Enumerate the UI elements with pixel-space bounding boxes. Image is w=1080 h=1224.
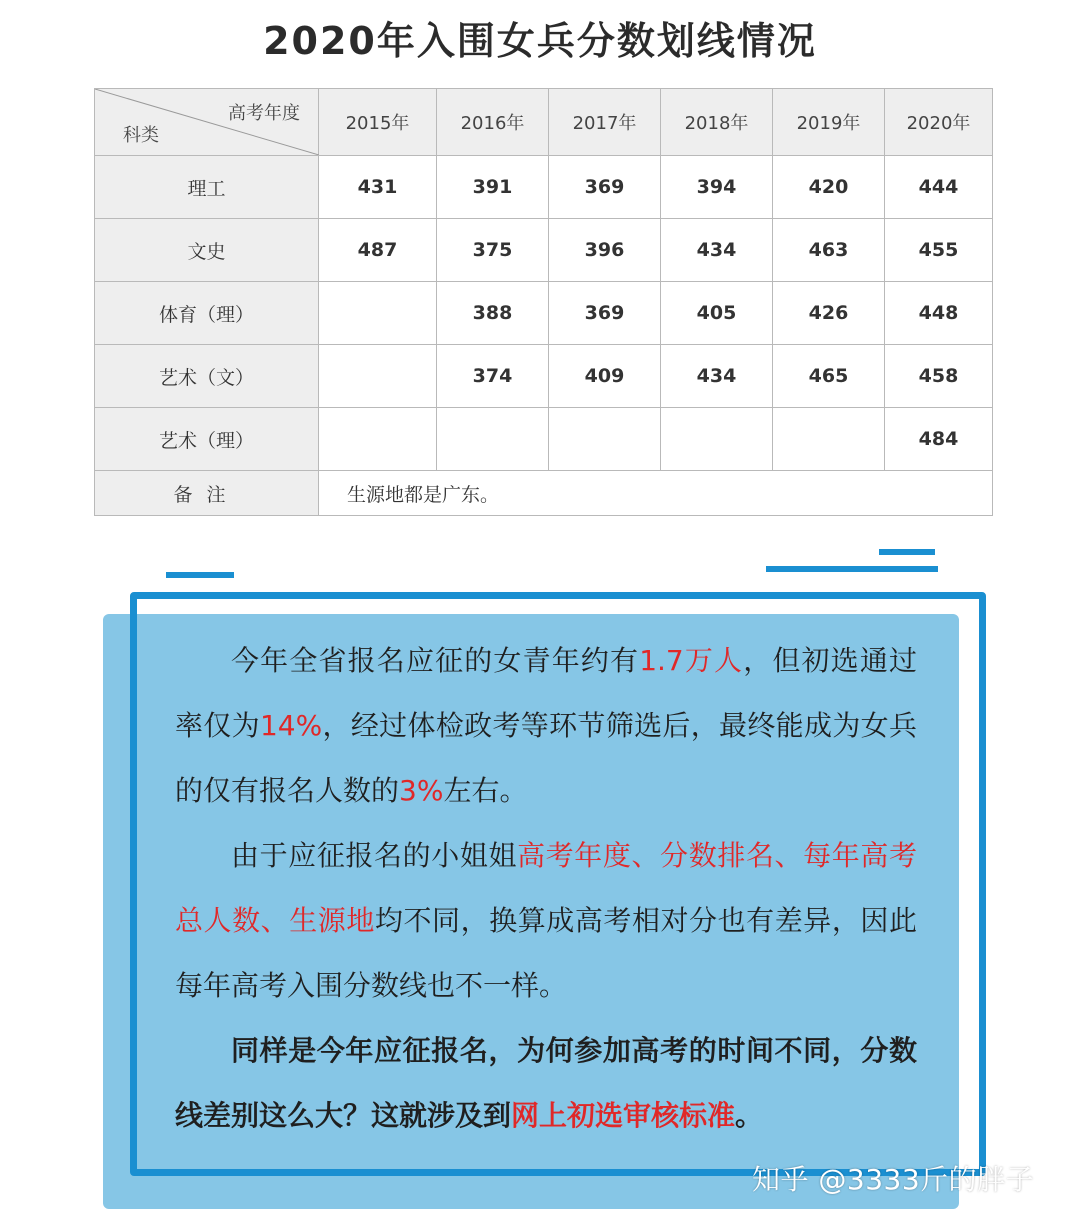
year-header: 2016年 xyxy=(437,89,549,156)
score-cell: 463 xyxy=(773,219,885,282)
highlight-factors: 高考年度、分数排名、每年高考总人数、生源地 xyxy=(175,839,917,937)
table-row xyxy=(95,282,993,345)
corner-label-subject: 科类 xyxy=(123,125,159,146)
score-cell xyxy=(773,408,885,471)
row-label: 理工 xyxy=(95,156,319,219)
year-header: 2020年 xyxy=(885,89,993,156)
score-cell xyxy=(549,408,661,471)
score-cell: 374 xyxy=(437,345,549,408)
score-cell: 369 xyxy=(549,156,661,219)
page-title: 2020年入围女兵分数划线情况 xyxy=(263,19,817,63)
row-label: 艺术（文） xyxy=(95,345,319,408)
score-cell: 448 xyxy=(885,282,993,345)
score-cell xyxy=(661,408,773,471)
highlight-standard: 网上初选审核标准 xyxy=(511,1099,736,1132)
table-corner-cell xyxy=(95,89,319,156)
corner-label-year: 高考年度 xyxy=(228,103,300,124)
score-cell: 484 xyxy=(885,408,993,471)
table-header-row xyxy=(95,89,993,156)
table-row xyxy=(95,345,993,408)
paragraph-2: 由于应征报名的小姐姐高考年度、分数排名、每年高考总人数、生源地均不同，换算成高考相对分也有差异，因此每年高考入围分数线也不一样。 xyxy=(175,839,917,1002)
paragraph-3: 同样是今年应征报名，为何参加高考的时间不同，分数线差别这么大？这就涉及到网上初选审核标准。 xyxy=(175,1034,917,1132)
score-cell xyxy=(319,345,437,408)
score-cell: 434 xyxy=(661,219,773,282)
paragraph-1: 今年全省报名应征的女青年约有1.7万人，但初选通过率仅为14%，经过体检政考等环节筛选后，最终能成为女兵的仅有报名人数的3%左右。 xyxy=(175,644,917,807)
note-row xyxy=(95,471,993,516)
table-row xyxy=(95,219,993,282)
note-text: 生源地都是广东。 xyxy=(319,471,993,516)
score-cell: 375 xyxy=(437,219,549,282)
row-label: 艺术（理） xyxy=(95,408,319,471)
decor-line-right-bottom xyxy=(766,566,938,572)
score-cell xyxy=(319,282,437,345)
score-cell: 420 xyxy=(773,156,885,219)
note-label: 备注 xyxy=(95,471,319,516)
score-cell: 409 xyxy=(549,345,661,408)
row-label: 文史 xyxy=(95,219,319,282)
score-cell: 434 xyxy=(661,345,773,408)
score-cell: 431 xyxy=(319,156,437,219)
score-cell xyxy=(437,408,549,471)
year-header: 2017年 xyxy=(549,89,661,156)
watermark: 知乎 @3333斤的胖子 xyxy=(752,1163,1035,1196)
score-cell: 394 xyxy=(661,156,773,219)
score-table xyxy=(94,88,993,516)
score-cell: 444 xyxy=(885,156,993,219)
score-cell: 396 xyxy=(549,219,661,282)
highlight-final-rate: 3% xyxy=(399,774,444,807)
decor-line-right-top xyxy=(879,549,935,555)
score-cell: 455 xyxy=(885,219,993,282)
score-cell: 369 xyxy=(549,282,661,345)
highlight-count: 1.7万人 xyxy=(639,644,744,677)
year-header: 2018年 xyxy=(661,89,773,156)
year-header: 2019年 xyxy=(773,89,885,156)
score-cell: 391 xyxy=(437,156,549,219)
score-cell: 487 xyxy=(319,219,437,282)
table-row xyxy=(95,408,993,471)
score-cell: 426 xyxy=(773,282,885,345)
table-row xyxy=(95,156,993,219)
score-cell xyxy=(319,408,437,471)
decor-line-left xyxy=(166,572,234,578)
highlight-pass-rate: 14% xyxy=(259,709,323,742)
score-cell: 405 xyxy=(661,282,773,345)
info-text xyxy=(175,628,917,1148)
year-header: 2015年 xyxy=(319,89,437,156)
row-label: 体育（理） xyxy=(95,282,319,345)
score-cell: 465 xyxy=(773,345,885,408)
score-cell: 458 xyxy=(885,345,993,408)
score-cell: 388 xyxy=(437,282,549,345)
